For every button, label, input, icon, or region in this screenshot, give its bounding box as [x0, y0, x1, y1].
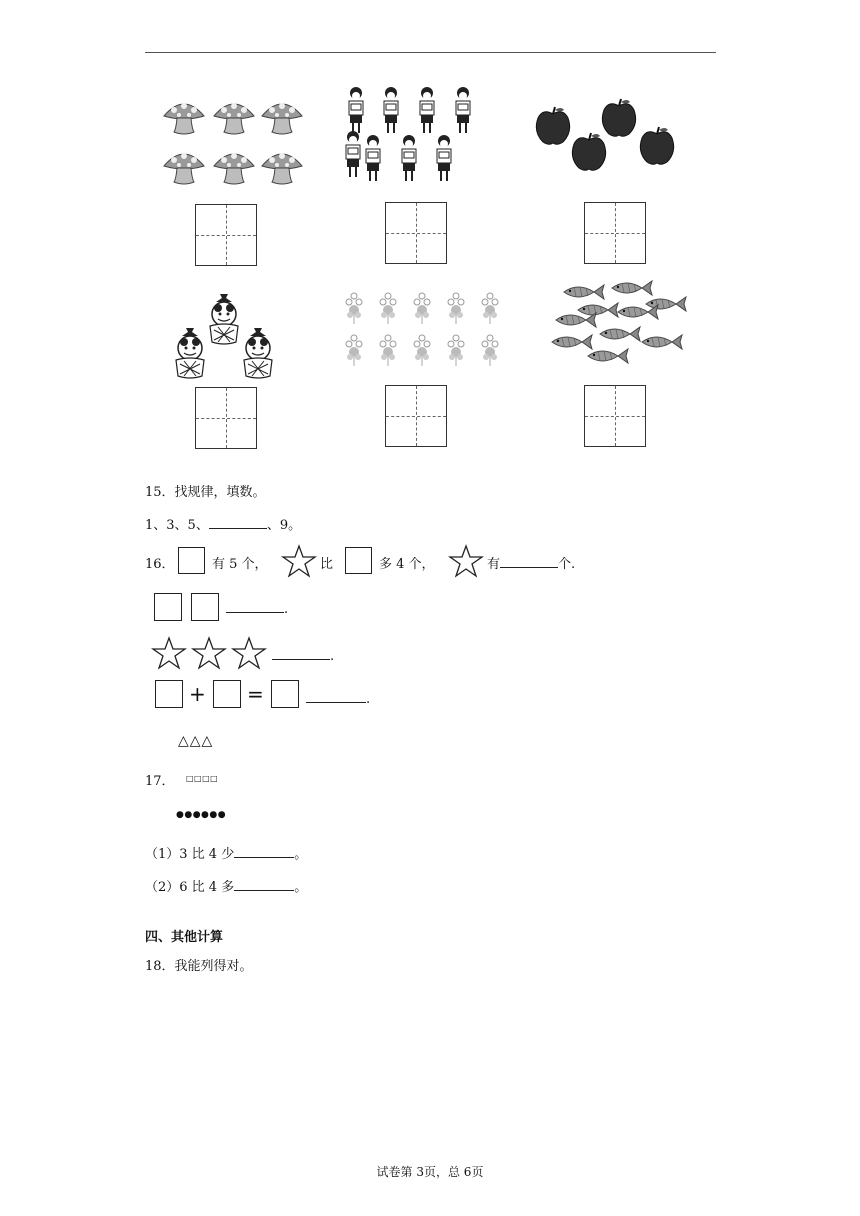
star-icon: [282, 545, 316, 577]
q16-row3-answer: [306, 690, 370, 707]
plus-sign: +: [189, 682, 206, 706]
dots-row: ●●●●●●: [176, 810, 227, 820]
q15-label: 15．找规律，填数。: [145, 485, 266, 500]
answer-box-clowns[interactable]: [195, 387, 257, 449]
q16-text-2: 比: [320, 557, 334, 572]
q16-text-1: 有 5 个，: [212, 557, 268, 572]
square-shape-4: [191, 593, 219, 621]
answer-box-fish[interactable]: [584, 385, 646, 447]
star-icon: [449, 545, 483, 577]
q16-row3-blank[interactable]: [306, 690, 366, 703]
square-shape-2: [345, 547, 372, 574]
mushrooms-picture: [160, 92, 310, 192]
q17-part1-text: （1）3 比 4 少: [145, 847, 235, 862]
q15-seq-start: 1、3、5、: [145, 518, 209, 533]
children-reading-picture: [343, 84, 478, 186]
answer-box-children[interactable]: [385, 202, 447, 264]
q17-part1-end: 。: [294, 847, 308, 862]
addend-box-2[interactable]: [213, 680, 241, 708]
q17-part1-blank[interactable]: [234, 845, 294, 858]
q16-row2-blank[interactable]: [272, 647, 330, 660]
q17-part1: [145, 843, 307, 862]
q15-sequence: [145, 514, 301, 533]
q16-row3-end: .: [366, 692, 371, 707]
q15-seq-end: 、9。: [266, 518, 302, 533]
q16-text-3: 多 4 个，: [379, 557, 435, 572]
q16-number: 16．: [145, 557, 175, 572]
three-stars-icon: [152, 637, 270, 671]
triangles-row: △△△: [178, 733, 214, 749]
apples-picture: [533, 96, 681, 178]
q17-part2-end: 。: [294, 880, 308, 895]
answer-box-apples[interactable]: [584, 202, 646, 264]
q16-row1-blank[interactable]: [226, 600, 284, 613]
q15-answer-blank[interactable]: [209, 516, 267, 529]
q17-part2: [145, 876, 307, 895]
q16-text-4: [487, 553, 575, 572]
q16-answer-blank[interactable]: [500, 555, 558, 568]
sum-box[interactable]: [271, 680, 299, 708]
q17-part2-text: （2）6 比 4 多: [145, 880, 235, 895]
square-shape-3: [154, 593, 182, 621]
header-rule: [145, 52, 716, 53]
flowers-picture: [340, 288, 510, 374]
fish-picture: [548, 276, 698, 371]
page-footer: 试卷第 3页，总 6页: [376, 1165, 484, 1179]
equals-sign: =: [247, 682, 264, 706]
q17-part2-blank[interactable]: [234, 878, 294, 891]
q16-row1-answer: [226, 600, 288, 617]
clowns-picture: [170, 292, 280, 382]
q17-number: 17．: [145, 774, 175, 789]
squares-row: □□□□: [186, 774, 219, 783]
addend-box-1[interactable]: [155, 680, 183, 708]
q16-row2-end: .: [330, 649, 335, 664]
answer-box-mushrooms[interactable]: [195, 204, 257, 266]
q18-label: 18．我能列得对。: [145, 959, 253, 974]
q16-unit: 个.: [558, 557, 576, 572]
section-4-heading: 四、其他计算: [145, 930, 224, 945]
square-shape-1: [178, 547, 205, 574]
q16-row2-answer: [272, 647, 334, 664]
q16-row1-end: .: [284, 602, 289, 617]
q16-has: 有: [487, 557, 501, 572]
answer-box-flowers[interactable]: [385, 385, 447, 447]
